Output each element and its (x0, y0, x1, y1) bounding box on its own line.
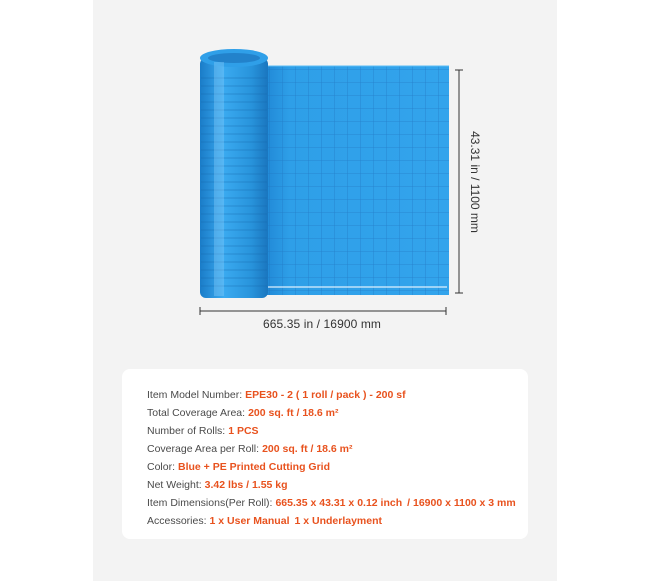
spec-label: Color: (147, 461, 176, 473)
spec-value: Blue + PE Printed Cutting Grid (178, 461, 330, 473)
unrolled-sheet (262, 66, 449, 295)
spec-value-metric: / 16900 x 1100 x 3 mm (407, 497, 516, 509)
spec-label: Item Dimensions(Per Roll): (147, 497, 273, 509)
spec-row-accessories (147, 512, 516, 530)
width-dimension-line (200, 307, 446, 315)
spec-row-coverage-per-roll (147, 440, 516, 458)
spec-value: 665.35 x 43.31 x 0.12 inch (275, 497, 403, 509)
spec-value-secondary: 1 x Underlayment (294, 515, 383, 527)
spec-row-model-number (147, 386, 516, 404)
spec-value: 1 PCS (228, 425, 259, 437)
spec-row-total-coverage (147, 404, 516, 422)
height-dimension-label: 43.31 in / 1100 mm (468, 131, 482, 233)
spec-row-number-of-rolls (147, 422, 516, 440)
spec-label: Item Model Number: (147, 389, 243, 401)
spec-value: 200 sq. ft / 18.6 m² (262, 443, 353, 455)
width-dimension-label: 665.35 in / 16900 mm (262, 317, 382, 331)
foam-roll (200, 49, 268, 298)
spec-value: 3.42 lbs / 1.55 kg (204, 479, 288, 491)
spec-value: 1 x User Manual (209, 515, 290, 527)
spec-label: Coverage Area per Roll: (147, 443, 260, 455)
spec-row-net-weight (147, 476, 516, 494)
height-dimension-line (455, 70, 463, 293)
spec-value: EPE30 - 2 ( 1 roll / pack ) - 200 sf (245, 389, 406, 401)
spec-value: 200 sq. ft / 18.6 m² (248, 407, 339, 419)
spec-label: Net Weight: (147, 479, 202, 491)
specifications-card (122, 369, 528, 539)
spec-row-color (147, 458, 516, 476)
spec-label: Number of Rolls: (147, 425, 226, 437)
spec-list (147, 386, 516, 530)
spec-label: Total Coverage Area: (147, 407, 246, 419)
spec-row-item-dimensions (147, 494, 516, 512)
spec-label: Accessories: (147, 515, 207, 527)
